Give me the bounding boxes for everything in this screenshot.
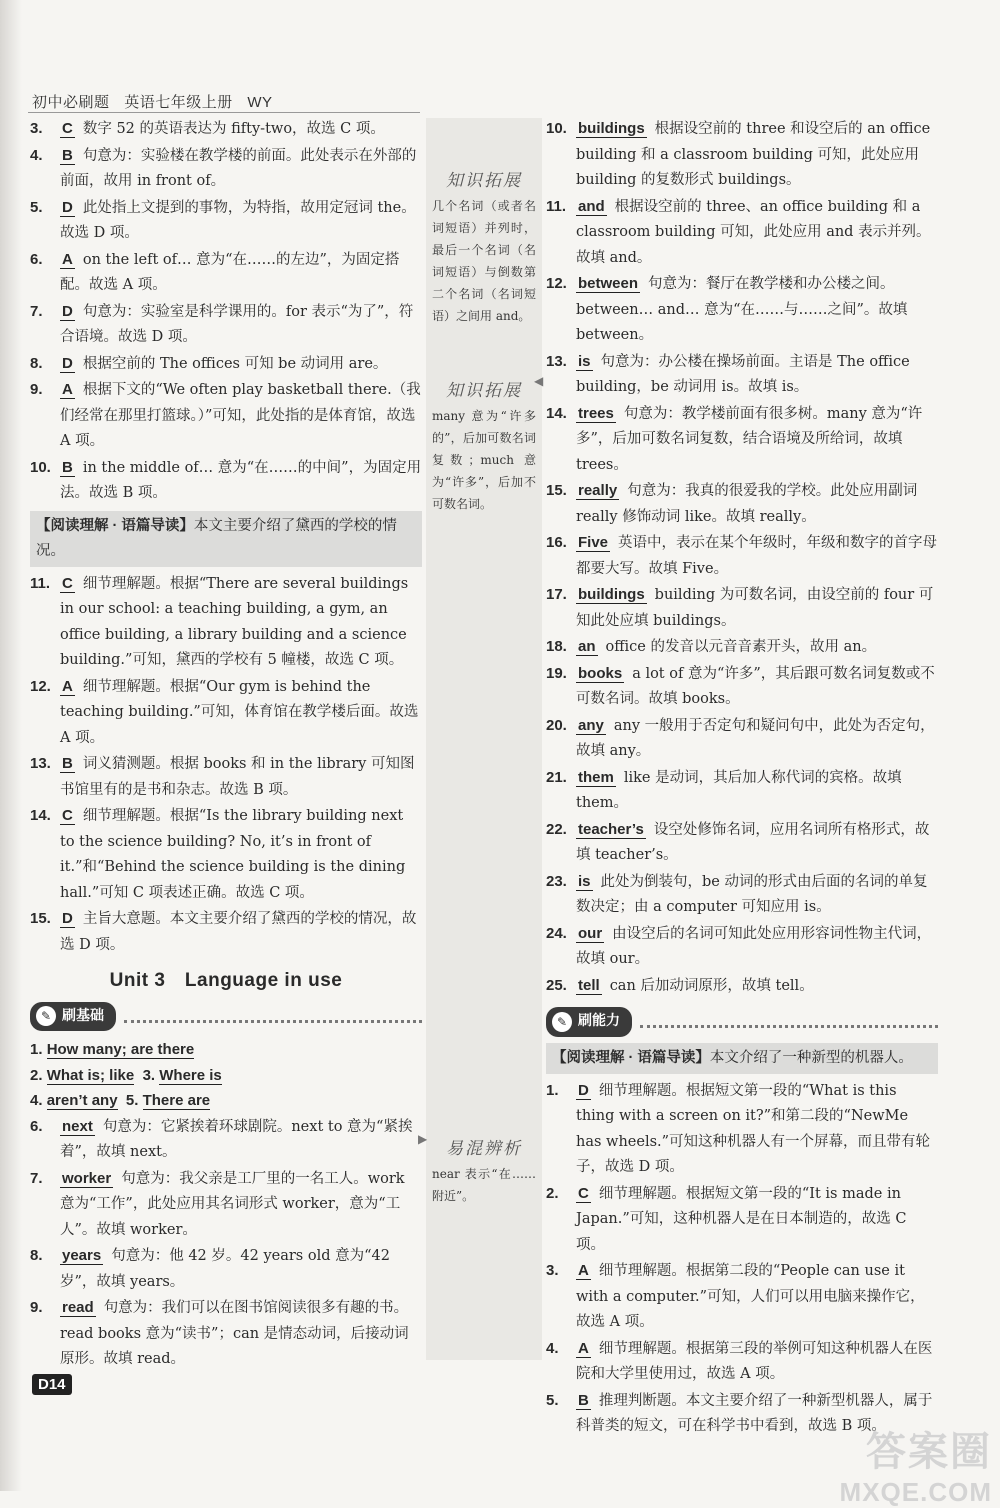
item-explanation: like 是动词，其后加人称代词的宾格。故填 them。 <box>576 769 902 811</box>
watermark-logo-text: 答案圈 <box>866 1430 992 1474</box>
answer-item <box>546 271 938 349</box>
answer-item <box>546 713 938 765</box>
item-answer: worker <box>62 1169 112 1187</box>
answer-item <box>30 455 422 507</box>
item-answer: tell <box>578 976 600 994</box>
item-answer: C <box>62 120 73 137</box>
item-explanation: 句意为：我真的很爱我的学校。此处应用副词 really 修饰动词 like。故填 really。 <box>576 483 918 525</box>
answer-item <box>30 571 422 674</box>
item-number: 23. <box>546 872 567 890</box>
pointer-arrow-icon: ◀ <box>534 374 544 388</box>
item-answer: between <box>578 275 639 292</box>
answer-item <box>546 1181 938 1259</box>
item-number: 11. <box>30 574 51 592</box>
answer-item <box>30 247 422 299</box>
answer-item <box>546 817 938 869</box>
item-explanation: in the middle of… 意为“在……的中间”，为固定用法。故选 B 项。 <box>60 459 422 501</box>
basic-badge-label: 刷基础 <box>62 1007 104 1024</box>
side-note-3-title: 易混辨析 <box>446 1139 522 1159</box>
item-number: 14. <box>30 807 51 824</box>
item-answer: years <box>62 1247 102 1264</box>
item-answer: trees <box>578 404 614 422</box>
item-number: 8. <box>30 354 43 372</box>
item-number: 15. <box>546 482 567 499</box>
item-number: 2. <box>546 1184 559 1202</box>
item-explanation: 根据设空前的 three、an office building 和 a classroom building 可知，此处应用 and 表示并列。故填 and。 <box>576 198 931 266</box>
item-number: 13. <box>546 352 567 370</box>
item-explanation: 词义猜测题。根据 books 和 in the library 可知图书馆里有的是书和杂志。故选 B 项。 <box>60 756 415 798</box>
side-notes-column <box>426 118 542 1360</box>
item-number: 10. <box>30 458 51 476</box>
item-answer: A <box>62 381 73 398</box>
item-answer: D <box>62 354 73 372</box>
answer-item <box>546 1078 938 1181</box>
watermark-url: MXQE.COM <box>839 1477 992 1507</box>
item-answer: aren’t any <box>46 1092 118 1109</box>
answer-item <box>546 869 938 921</box>
item-explanation: 设空处修饰名词，应用名词所有格形式，故填 teacher’s。 <box>576 821 930 863</box>
item-number: 15. <box>30 910 51 927</box>
answer-list-right-a <box>546 116 938 999</box>
item-number: 21. <box>546 768 567 786</box>
item-explanation: 句意为：它紧挨着环球剧院。next to 意为“紧挨着”，故填 next。 <box>60 1118 413 1160</box>
item-number: 10. <box>546 120 567 137</box>
dotted-divider <box>124 1010 422 1023</box>
item-explanation: 细节理解题。根据短文第一段的“What is this thing with a screen on it?”和第二段的“NewMe has wheels.”可知这种机器人有一个屏幕，而且带有轮子，故选 D 项。 <box>576 1082 931 1175</box>
blank-answer-row <box>30 1063 422 1089</box>
page-number: D14 <box>32 1374 72 1395</box>
item-answer: an <box>578 638 596 655</box>
answer-item <box>30 1166 422 1244</box>
basic-badge <box>30 1002 116 1032</box>
answer-item <box>546 401 938 479</box>
item-answer: B <box>62 755 73 772</box>
book-title: 初中必刷题 <box>32 94 110 111</box>
item-explanation: 句意为：实验楼在教学楼的前面。此处表示在外部的前面，故用 in front of。 <box>60 147 417 189</box>
item-explanation: 句意为：办公楼在操场前面。主语是 The office building，be 动词用 is。故填 is。 <box>576 353 910 395</box>
answer-item <box>546 478 938 530</box>
item-explanation: any 一般用于否定句和疑问句中，此处为否定句，故填 any。 <box>576 717 935 759</box>
answer-list-c <box>30 1114 422 1373</box>
item-explanation: 此处指上文提到的事物，为特指，故用定冠词 the。故选 D 项。 <box>60 199 416 241</box>
item-number: 6. <box>30 250 43 268</box>
answer-item <box>30 751 422 803</box>
side-note-1-title: 知识拓展 <box>446 171 522 191</box>
answer-item <box>546 973 938 1000</box>
item-answer: our <box>578 924 603 942</box>
item-answer: Where is <box>159 1066 222 1084</box>
reading-guide-text: 本文主要介绍了黛西的学校的情况。 <box>36 517 397 559</box>
item-explanation: 句意为：我们可以在图书馆阅读很多有趣的书。read books 意为“读书”；can 是情态动词，后接动词原形。故填 read。 <box>60 1300 409 1367</box>
item-explanation: can 后加动词原形，故填 tell。 <box>609 977 814 994</box>
answer-item <box>546 765 938 817</box>
ability-badge-label: 刷能力 <box>578 1013 620 1029</box>
item-explanation: 细节理解题。根据第三段的举例可知这种机器人在医院和大学里使用过，故选 A 项。 <box>576 1340 933 1382</box>
reading-guide-box <box>30 511 422 567</box>
item-number: 13. <box>30 755 51 772</box>
item-answer: them <box>578 768 614 786</box>
item-number: 1. <box>546 1081 559 1099</box>
item-number: 20. <box>546 716 567 734</box>
left-column <box>30 116 422 1373</box>
answer-item <box>546 349 938 401</box>
item-number: 3. <box>546 1262 559 1279</box>
item-number: 5. <box>125 1092 139 1109</box>
item-number: 5. <box>546 1391 559 1409</box>
item-number: 7. <box>30 302 43 320</box>
item-number: 7. <box>30 1169 43 1187</box>
item-answer: A <box>578 1262 589 1279</box>
item-number: 9. <box>30 1299 43 1316</box>
item-answer: There are <box>142 1092 211 1109</box>
item-explanation: 细节理解题。根据“There are several buildings in our school: a teaching building, a gym, an office building, a library building and a science building.”可知，黛西的学校有 5 幢楼，故选 C 项。 <box>60 575 409 668</box>
subject-title: 英语七年级上册 <box>124 94 233 111</box>
item-number: 9. <box>30 381 43 398</box>
item-explanation: 句意为：餐厅在教学楼和办公楼之间。between… and… 意为“在……与……之间”。故填 between。 <box>576 276 908 343</box>
item-number: 14. <box>546 404 567 422</box>
answer-item <box>546 1258 938 1336</box>
reading-guide-box-right <box>546 1043 938 1074</box>
item-explanation: 由设空后的名词可知此处应用形容词性物主代词，故填 our。 <box>576 925 932 967</box>
item-answer: C <box>62 574 73 592</box>
side-note-1-text: 几个名词（或者名词短语）并列时，最后一个名词（名词短语）与倒数第二个名词（名词短语）之间用 and。 <box>432 199 536 323</box>
item-number: 19. <box>546 664 567 682</box>
item-number: 3. <box>30 120 43 137</box>
answer-item <box>30 351 422 378</box>
answer-list-a <box>30 116 422 507</box>
answer-item <box>546 582 938 634</box>
item-answer: any <box>578 716 604 734</box>
answer-item <box>30 377 422 455</box>
item-explanation: 数字 52 的英语表达为 fifty-two，故选 C 项。 <box>82 121 385 137</box>
answer-item <box>546 661 938 713</box>
item-answer: D <box>62 198 73 216</box>
answer-item <box>30 906 422 958</box>
item-explanation: on the left of… 意为“在……的左边”，为固定搭配。故选 A 项。 <box>60 251 400 293</box>
ability-badge <box>546 1007 632 1037</box>
side-note-3-text: near 表示“在……附近”。 <box>432 1167 536 1203</box>
item-number: 5. <box>30 198 43 216</box>
item-answer: next <box>62 1117 93 1135</box>
item-explanation: 句意为：我父亲是工厂里的一名工人。work 意为“工作”，此处应用其名词形式 worker，意为“工人”。故填 worker。 <box>60 1170 405 1238</box>
side-note-1 <box>426 160 542 327</box>
answer-item <box>30 116 422 143</box>
item-answer: D <box>62 302 73 320</box>
item-number: 6. <box>30 1117 43 1135</box>
item-explanation: 细节理解题。根据第二段的“People can use it with a computer.”可知，人们可以用电脑来操作它，故选 A 项。 <box>576 1263 925 1330</box>
item-number: 3. <box>142 1066 156 1084</box>
item-answer: How many; are there <box>46 1041 195 1058</box>
answer-item <box>546 634 938 661</box>
item-answer: D <box>578 1081 589 1099</box>
answer-item <box>30 195 422 247</box>
item-number: 12. <box>30 677 51 695</box>
item-number: 12. <box>546 275 567 292</box>
side-note-2-text: many 意为“许多的”，后加可数名词复数；much 意为“许多”，后加不可数名词。 <box>432 409 536 511</box>
item-explanation: 此处为倒装句，be 动词的形式由后面的名词的单复数决定；由 a computer 可知应用 is。 <box>576 873 928 915</box>
answer-item <box>546 1336 938 1388</box>
pointer-arrow-icon: ▶ <box>418 1132 428 1146</box>
item-answer: read <box>62 1299 94 1316</box>
blank-answer-row <box>30 1088 422 1114</box>
watermark <box>840 1420 992 1508</box>
pencil-icon: ✎ <box>552 1012 572 1032</box>
item-explanation: 根据设空前的 three 和设空后的 an office building 和 a classroom building 可知，此处应用 building 的复数形式 buildings。 <box>576 121 931 188</box>
item-answer: really <box>578 482 618 499</box>
item-answer: What is; like <box>46 1066 135 1084</box>
blank-answer-row <box>30 1037 422 1063</box>
item-explanation: office 的发音以元音音素开头，故用 an。 <box>605 639 877 655</box>
blank-answer-rows <box>30 1037 422 1114</box>
item-answer: and <box>578 197 605 215</box>
item-explanation: 细节理解题。根据短文第一段的“It is made in Japan.”可知，这种机器人是在日本制造的，故选 C 项。 <box>576 1185 907 1253</box>
answer-item <box>30 803 422 906</box>
item-number: 11. <box>546 197 567 215</box>
edition-label: WY <box>247 94 273 111</box>
answer-item <box>546 921 938 973</box>
item-answer: is <box>578 352 591 370</box>
answer-item <box>546 194 938 272</box>
item-explanation: 句意为：实验室是科学课用的。for 表示“为了”，符合语境。故选 D 项。 <box>60 303 414 345</box>
item-explanation: a lot of 意为“许多”，其后跟可数名词复数或不可数名词。故填 books。 <box>576 665 935 707</box>
answer-list-right-b <box>546 1078 938 1440</box>
item-explanation: 根据下文的“We often play basketball there.（我们经常在那里打篮球。）”可知，此处指的是体育馆，故选 A 项。 <box>60 382 421 449</box>
item-answer: C <box>578 1184 589 1202</box>
right-column <box>546 116 938 1440</box>
item-answer: buildings <box>578 120 645 137</box>
item-number: 8. <box>30 1247 43 1264</box>
ability-badge-row <box>546 1007 938 1037</box>
item-answer: A <box>62 250 73 268</box>
unit-title: Unit 3 Language in use <box>109 970 343 991</box>
reading-guide-label: 【阅读理解 · 语篇导读】 <box>552 1049 710 1066</box>
answer-item <box>30 1243 422 1295</box>
item-explanation: 句意为：他 42 岁。42 years old 意为“42 岁”，故填 years。 <box>60 1248 390 1290</box>
item-answer: D <box>62 910 73 927</box>
item-answer: B <box>62 146 73 164</box>
item-answer: teacher’s <box>578 820 644 838</box>
item-number: 16. <box>546 534 567 551</box>
item-number: 4. <box>30 1092 43 1109</box>
answer-item <box>30 1114 422 1166</box>
item-answer: is <box>578 872 591 890</box>
item-answer: A <box>62 677 73 695</box>
item-explanation: 主旨大意题。本文主要介绍了黛西的学校的情况，故选 D 项。 <box>60 911 417 953</box>
reading-guide-text: 本文介绍了一种新型的机器人。 <box>709 1049 913 1066</box>
item-explanation: 推理判断题。本文主要介绍了一种新型机器人，属于科普类的短文，可在科学书中看到，故选 B 项。 <box>576 1392 933 1434</box>
item-number: 25. <box>546 976 567 994</box>
side-note-2 <box>426 370 542 515</box>
item-number: 24. <box>546 924 567 942</box>
answer-item <box>30 1295 422 1373</box>
dotted-divider <box>640 1015 938 1028</box>
item-answer: C <box>62 807 73 824</box>
item-explanation: 细节理解题。根据“Our gym is behind the teaching building.”可知，体育馆在教学楼后面。故选 A 项。 <box>60 678 419 746</box>
page-header <box>32 91 283 112</box>
item-number: 2. <box>30 1066 43 1084</box>
item-number: 4. <box>546 1339 559 1357</box>
page-edge-shadow <box>0 0 22 1491</box>
item-answer: books <box>578 664 623 682</box>
item-answer: Five <box>578 534 609 551</box>
item-explanation: 细节理解题。根据“Is the library building next to the science building? No, it’s in front of it.”和“Behind the science building is the dining hall.”可知 C 项表述正确。故选 C 项。 <box>60 808 406 901</box>
pencil-icon: ✎ <box>36 1006 56 1026</box>
side-note-3 <box>426 1128 542 1207</box>
item-explanation: building 为可数名词，由设空前的 four 可知此处应填 buildings。 <box>576 587 934 629</box>
side-note-2-title: 知识拓展 <box>446 381 522 401</box>
item-number: 17. <box>546 586 567 603</box>
answer-item <box>30 299 422 351</box>
item-answer: B <box>578 1391 589 1409</box>
answer-item <box>546 116 938 194</box>
item-number: 22. <box>546 820 567 838</box>
answer-item <box>30 143 422 195</box>
item-explanation: 根据空前的 The offices 可知 be 动词用 are。 <box>82 355 388 372</box>
header-rule <box>28 112 420 113</box>
answer-item <box>30 674 422 752</box>
item-answer: A <box>578 1339 589 1357</box>
item-number: 18. <box>546 638 567 655</box>
item-answer: buildings <box>578 586 645 603</box>
answer-list-b <box>30 571 422 959</box>
answer-item <box>546 530 938 582</box>
item-number: 1. <box>30 1041 43 1058</box>
item-answer: B <box>62 458 73 476</box>
item-explanation: 句意为：教学楼前面有很多树。many 意为“许多”，后加可数名词复数，结合语境及所给词，故填 trees。 <box>576 405 923 473</box>
item-explanation: 英语中，表示在某个年级时，年级和数字的首字母都要大写。故填 Five。 <box>576 535 938 577</box>
reading-guide-label: 【阅读理解 · 语篇导读】 <box>36 517 194 534</box>
item-number: 4. <box>30 146 43 164</box>
basic-badge-row <box>30 1002 422 1032</box>
